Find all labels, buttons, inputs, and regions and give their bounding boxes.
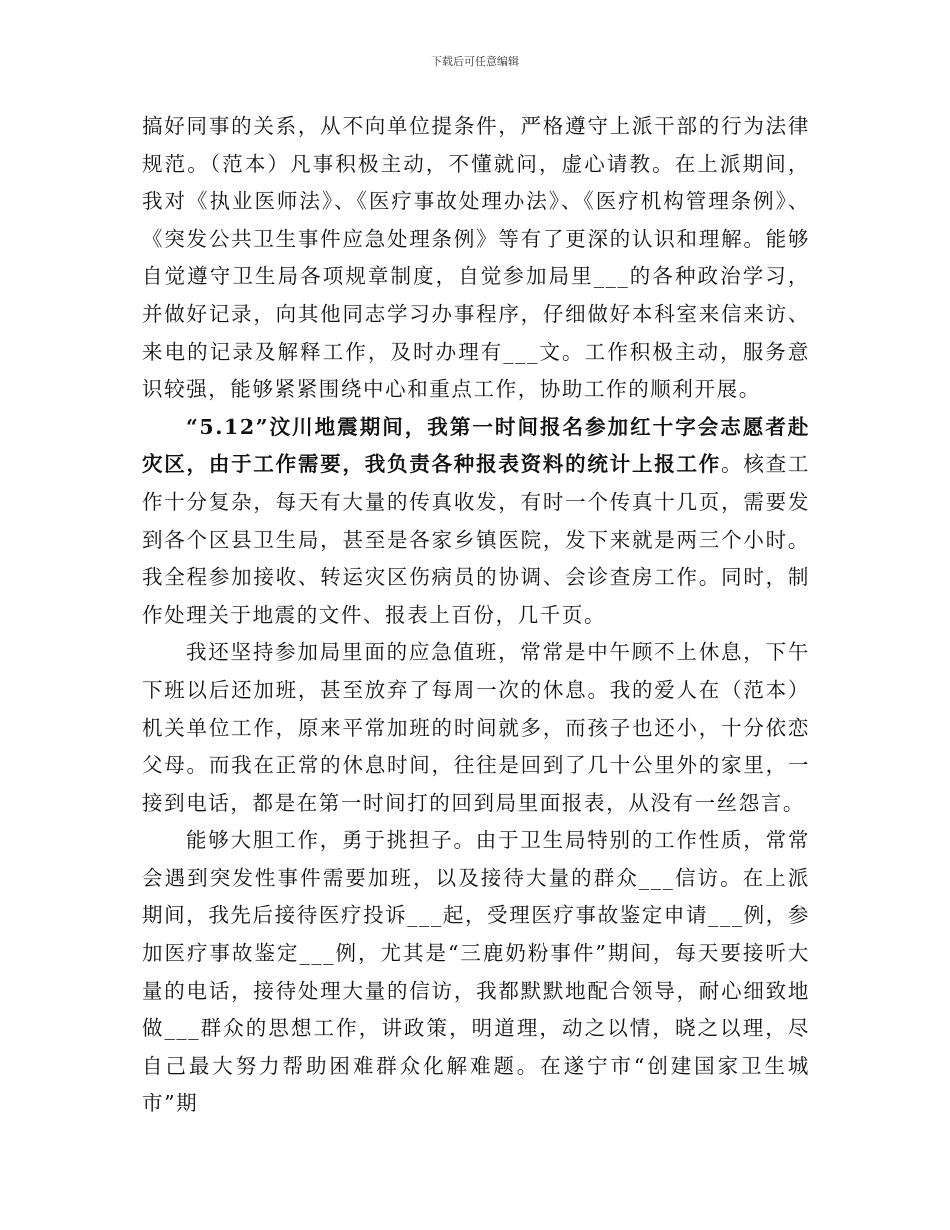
paragraph-2-text: 。核查工作十分复杂，每天有大量的传真收发，有时一个传真十几页，需要发到各个区县卫生局，甚至是各家乡镇医院，发下来就是两三个小时。我全程参加接收、转运灾区伤病员的协调、会诊查房工作。同时，制作处理关于地震的文件、报表上百份，几千页。 xyxy=(142,452,810,627)
document-body xyxy=(142,108,810,1123)
paragraph-3 xyxy=(142,634,810,822)
paragraph-1-text: 搞好同事的关系，从不向单位提条件，严格遵守上派干部的行为法律规范。（范本）凡事积极主动，不懂就问，虚心请教。在上派期间，我对《执业医师法》、《医疗事故处理办法》、《医疗机构管理条例》、《突发公共卫生事件应急处理条例》等有了更深的认识和理解。能够自觉遵守卫生局各项规章制度，自觉参加局里___的各种政治学习，并做好记录，向其他同志学习办事程序，仔细做好本科室来信来访、来电的记录及解释工作，及时办理有___文。工作积极主动，服务意识较强，能够紧紧围绕中心和重点工作，协助工作的顺利开展。 xyxy=(142,114,810,402)
paragraph-1 xyxy=(142,108,810,409)
page-header-note: 下载后可任意编辑 xyxy=(431,55,519,68)
paragraph-4-text: 能够大胆工作，勇于挑担子。由于卫生局特别的工作性质，常常会遇到突发性事件需要加班，以及接待大量的群众___信访。在上派期间，我先后接待医疗投诉___起，受理医疗事故鉴定申请___例，参加医疗事故鉴定___例，尤其是“三鹿奶粉事件”期间，每天要接听大量的电话，接待处理大量的信访，我都默默地配合领导，耐心细致地做___群众的思想工作，讲政策，明道理，动之以情，晓之以理，尽自己最大努力帮助困难群众化解难题。在遂宁市“创建国家卫生城市”期 xyxy=(142,828,810,1116)
paragraph-2-bold-lead: “5.12”汶川地震期间，我第一时间报名参加红十字会志愿者赴灾区，由于工作需要，我负责各种报表资料的统计上报工作 xyxy=(142,414,810,477)
paragraph-2 xyxy=(142,409,810,635)
paragraph-4 xyxy=(142,822,810,1123)
paragraph-3-text: 我还坚持参加局里面的应急值班，常常是中午顾不上休息，下午下班以后还加班，甚至放弃了每周一次的休息。我的爱人在（范本）机关单位工作，原来平常加班的时间就多，而孩子也还小，十分依恋父母。而我在正常的休息时间，往往是回到了几十公里外的家里，一接到电话，都是在第一时间打的回到局里面报表，从没有一丝怨言。 xyxy=(142,640,810,815)
